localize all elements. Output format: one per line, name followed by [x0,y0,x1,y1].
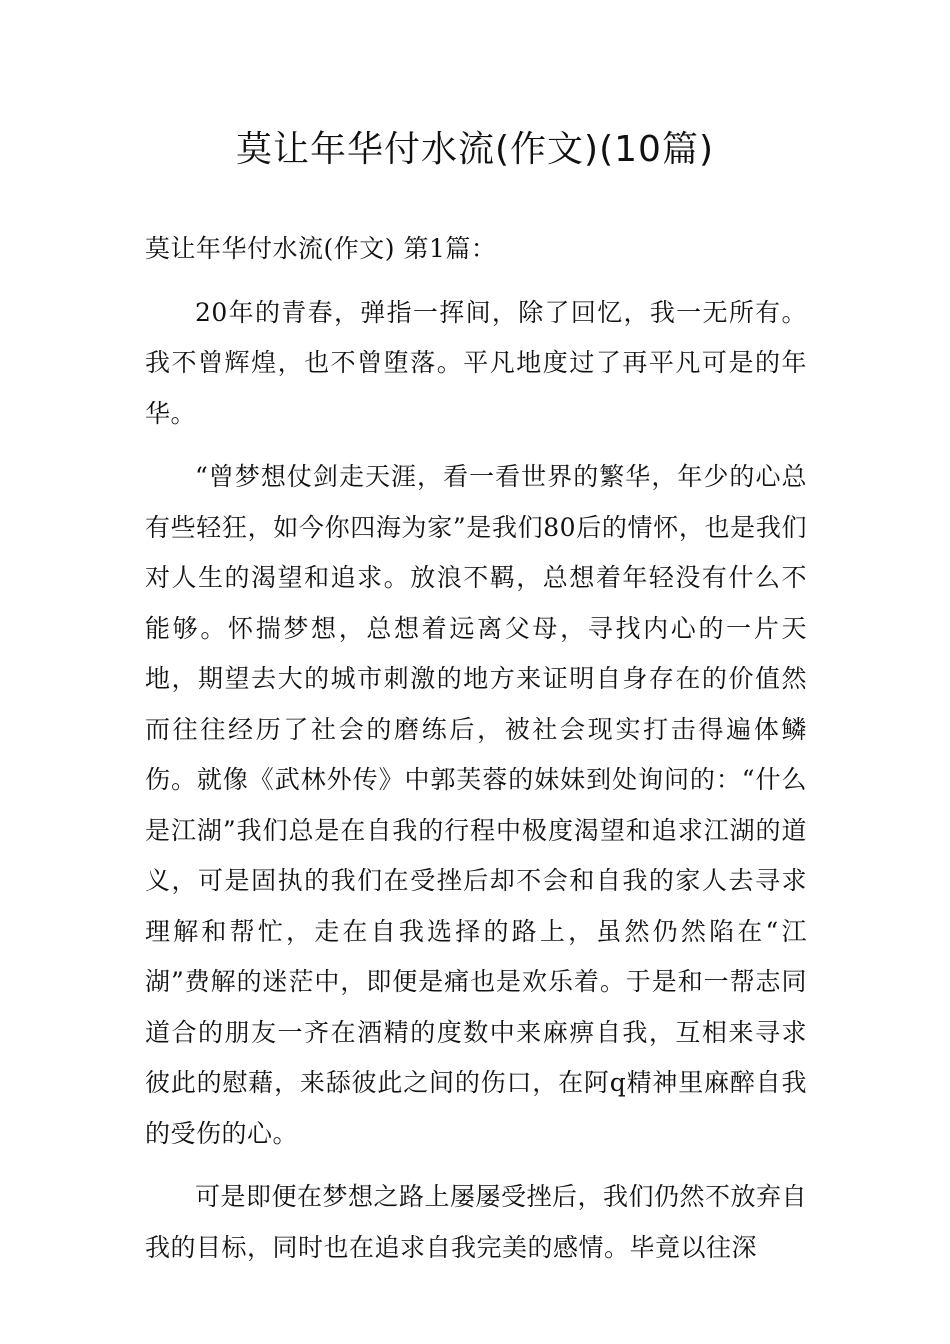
paragraph-2: “曾梦想仗剑走天涯，看一看世界的繁华，年少的心总有些轻狂，如今你四海为家”是我们80后的情怀，也是我们对人生的渴望和追求。放浪不羁，总想着年轻没有什么不能够。怀揣梦想，总想着远离父母，寻找内心的一片天地，期望去大的城市刺激的地方来证明自身存在的价值然而往往经历了社会的磨练后，被社会现实打击得遍体鳞伤。就像《武林外传》中郭芙蓉的妹妹到处询问的：“什么是江湖”我们总是在自我的行程中极度渴望和追求江湖的道义，可是固执的我们在受挫后却不会和自我的家人去寻求理解和帮忙，走在自我选择的路上，虽然仍然陷在“江湖”费解的迷茫中，即便是痛也是欢乐着。于是和一帮志同道合的朋友一齐在酒精的度数中来麻痹自我，互相来寻求彼此的慰藉，来舔彼此之间的伤口，在阿q精神里麻醉自我的受伤的心。 [145,462,807,1148]
paragraph-1: 20年的青春，弹指一挥间，除了回忆，我一无所有。我不曾辉煌，也不曾堕落。平凡地度过了再平凡可是的年华。 [145,297,807,428]
document-body [145,224,807,1286]
page-title: 莫让年华付水流(作文)(10篇) [236,129,714,170]
section-heading: 莫让年华付水流(作文) 第1篇： [145,234,497,263]
paragraph-3: 可是即便在梦想之路上屡屡受挫后，我们仍然不放弃自我的目标，同时也在追求自我完美的感情。毕竟以往深 [145,1182,808,1262]
